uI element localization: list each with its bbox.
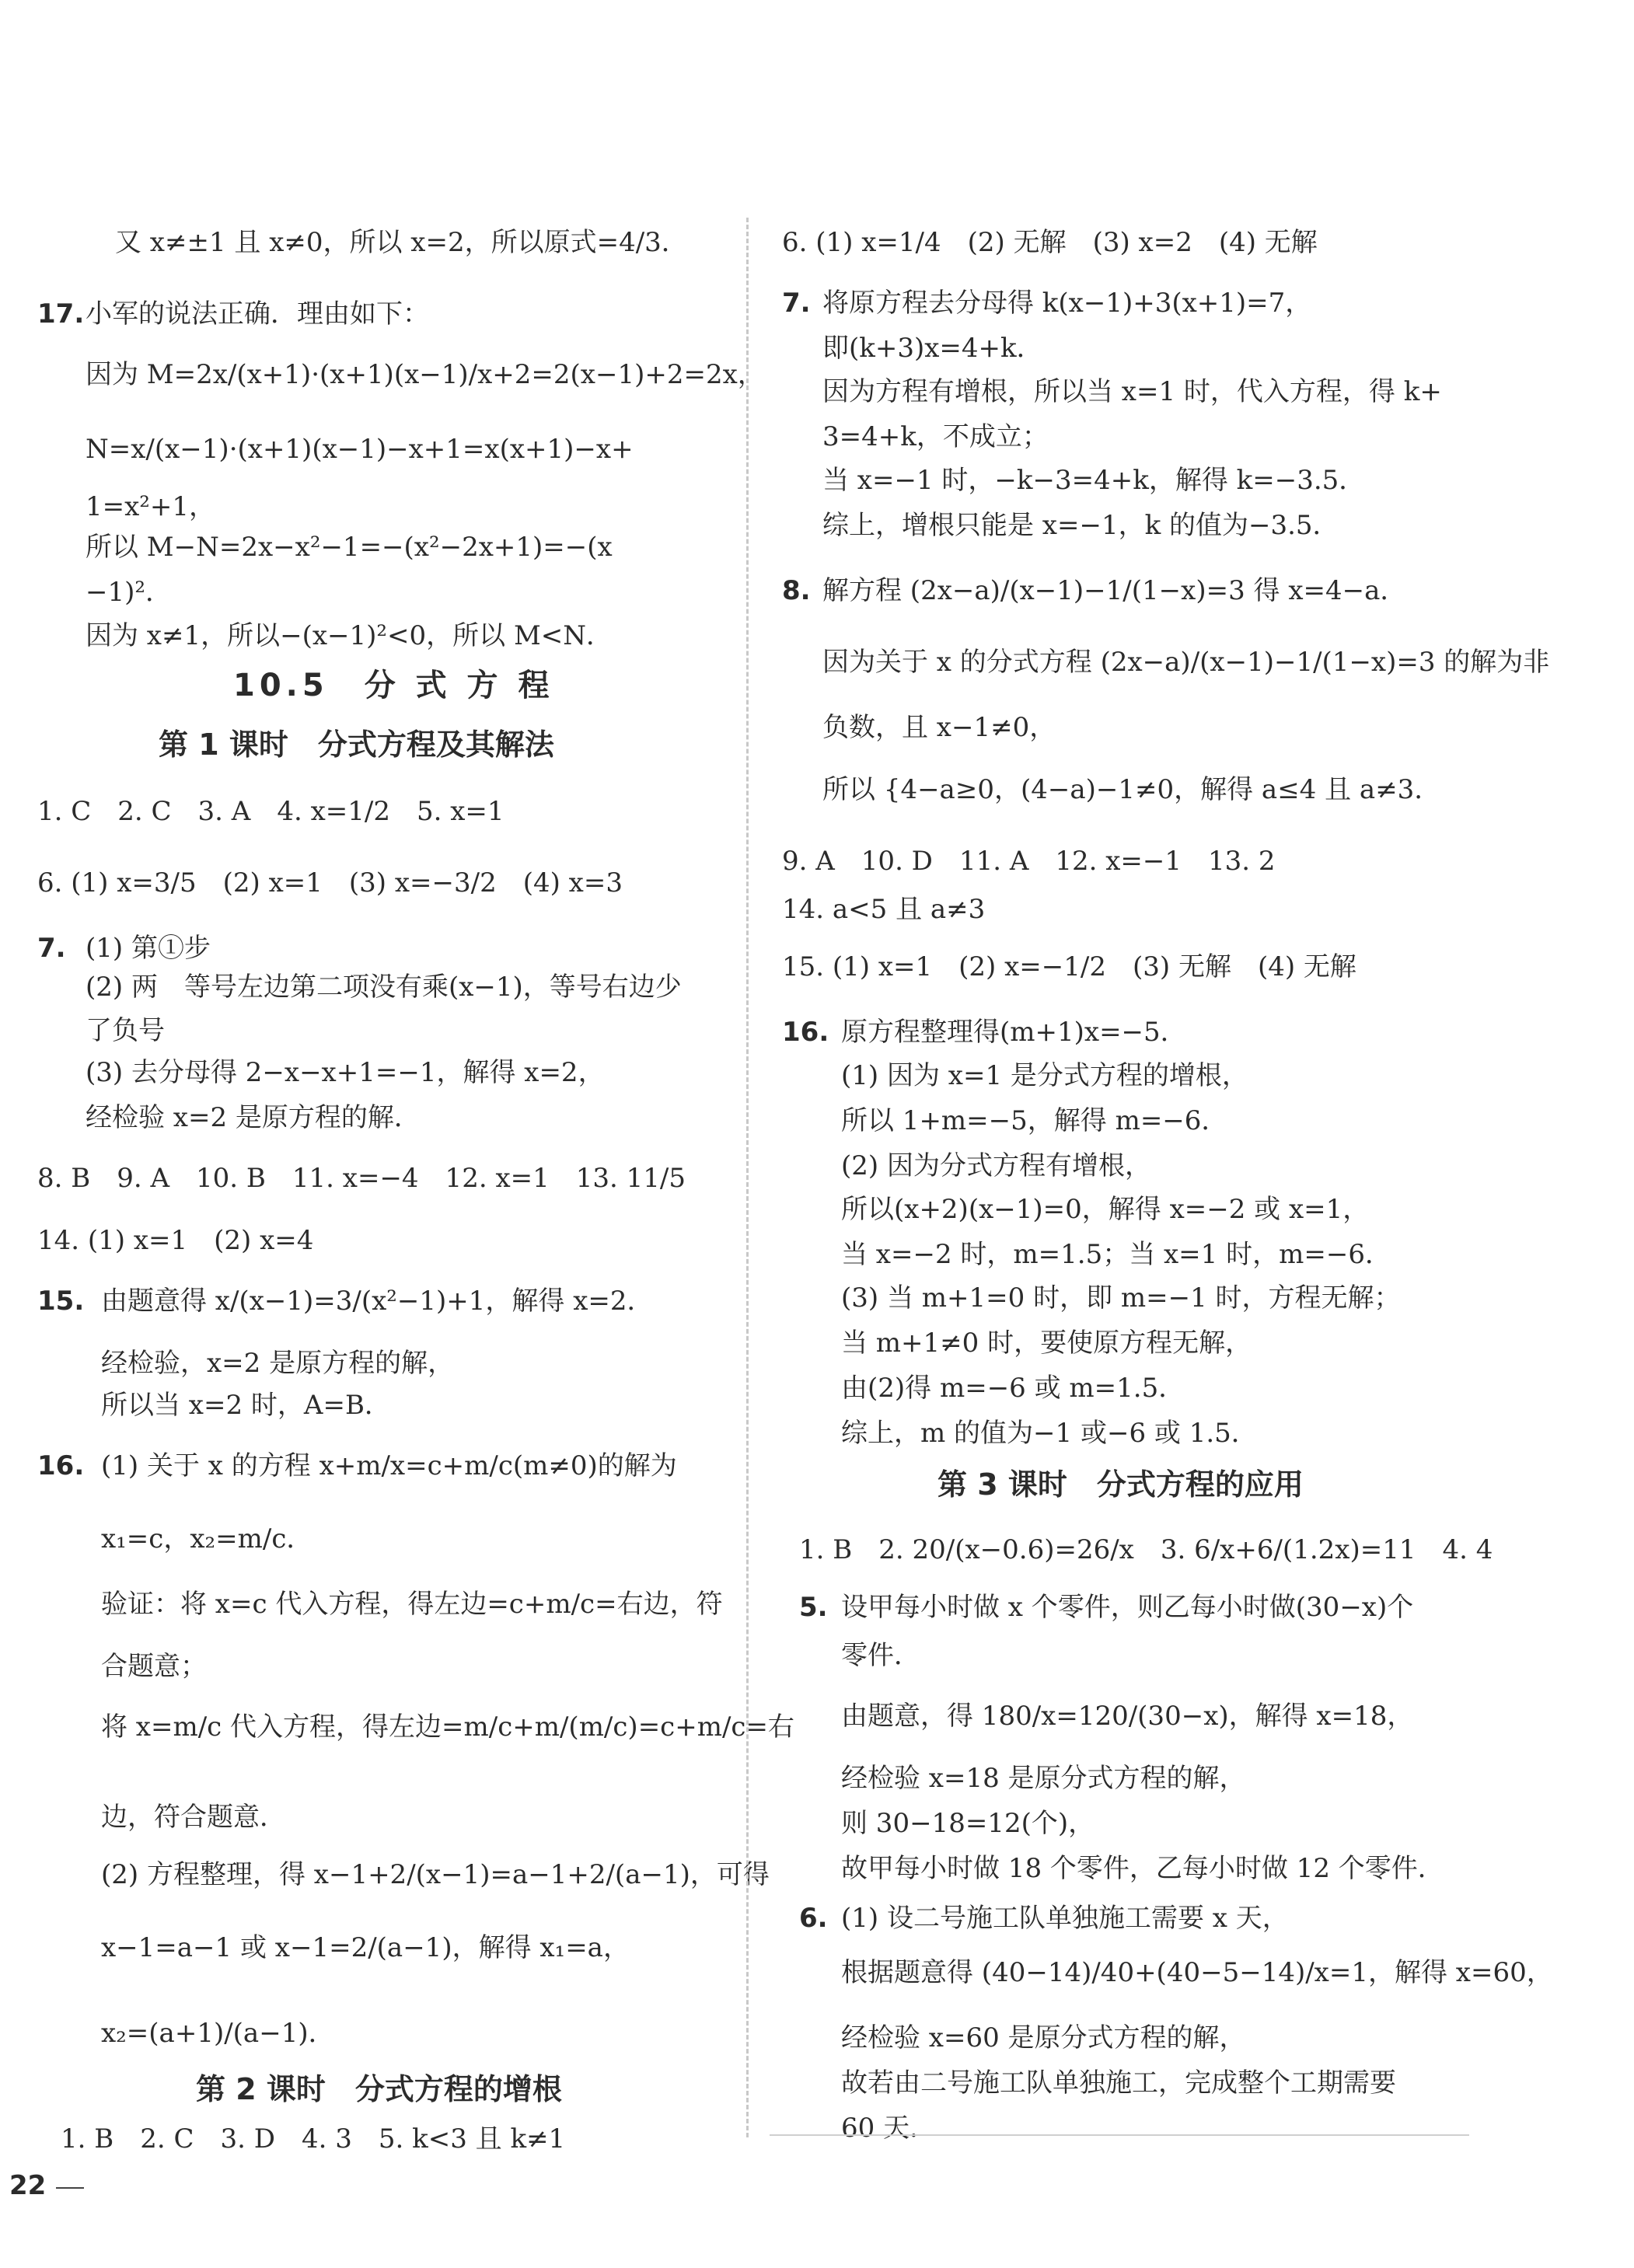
answer-line: (1) 关于 x 的方程 x+m/x=c+m/c(m≠0)的解为 xyxy=(101,1450,677,1481)
answer-line: 经检验 x=2 是原方程的解． xyxy=(86,1102,421,1133)
answer-line: 小军的说法正确．理由如下： xyxy=(86,298,429,330)
answer-line: −1)²． xyxy=(86,577,173,608)
answer-line: 3=4+k，不成立； xyxy=(822,421,1049,452)
answer-line: 综上，m 的值为−1 或−6 或 1.5． xyxy=(841,1418,1258,1449)
question-number: 15. xyxy=(37,1286,85,1317)
answer-line: 1. B 2. C 3. D 4. 3 5. k<3 且 k≠1 xyxy=(61,2123,566,2155)
answer-line: 经检验，x=2 是原方程的解， xyxy=(101,1348,455,1379)
answer-line: (2) 方程整理，得 x−1+2/(x−1)=a−1+2/(a−1)，可得 xyxy=(101,1859,770,1890)
answer-line: 验证：将 x=c 代入方程，得左边=c+m/c=右边，符 xyxy=(101,1589,723,1620)
lesson-heading: 第 1 课时 分式方程及其解法 xyxy=(159,728,554,762)
answer-line: (2) 因为分式方程有增根， xyxy=(841,1150,1151,1181)
question-number: 7. xyxy=(37,933,66,964)
page-number-dash xyxy=(56,2187,84,2189)
column-divider xyxy=(746,218,749,2137)
answer-line: 8. B 9. A 10. B 11. x=−4 12. x=1 13. 11/5 xyxy=(37,1163,686,1194)
answer-line: 则 30−18=12(个)， xyxy=(841,1808,1095,1839)
answer-line: 边，符合题意． xyxy=(101,1802,286,1833)
answer-line: (2) 两 等号左边第二项没有乘(x−1)，等号右边少 xyxy=(86,972,682,1003)
answer-line: 原方程整理得(m+1)x=−5． xyxy=(841,1017,1187,1048)
answer-line: 解方程 (2x−a)/(x−1)−1/(1−x)=3 得 x=4−a． xyxy=(822,575,1407,606)
answer-line: 所以 M−N=2x−x²−1=−(x²−2x+1)=−(x xyxy=(86,532,613,563)
answer-line: x₂=(a+1)/(a−1)． xyxy=(101,2018,335,2049)
answer-line: 6. (1) x=3/5 (2) x=1 (3) x=−3/2 (4) x=3 xyxy=(37,867,623,898)
answer-line: 因为 M=2x/(x+1)·(x+1)(x−1)/x+2=2(x−1)+2=2x， xyxy=(86,359,764,390)
answer-line: 合题意； xyxy=(101,1651,207,1682)
answer-line: 零件． xyxy=(841,1640,920,1671)
question-number: 5. xyxy=(799,1592,828,1623)
answer-line: 因为关于 x 的分式方程 (2x−a)/(x−1)−1/(1−x)=3 的解为非 xyxy=(822,647,1550,678)
answer-line: 根据题意得 (40−14)/40+(40−5−14)/x=1，解得 x=60， xyxy=(841,1957,1553,1988)
answer-line: 当 x=−2 时，m=1.5；当 x=1 时，m=−6． xyxy=(841,1239,1391,1270)
answer-line: 9. A 10. D 11. A 12. x=−1 13. 2 xyxy=(782,846,1276,877)
footer-rule xyxy=(770,2134,1469,2136)
section-heading: 10.5 分 式 方 程 xyxy=(233,668,554,703)
answer-line: 1. C 2. C 3. A 4. x=1/2 5. x=1 xyxy=(37,796,505,827)
answer-line: 当 m+1≠0 时，要使原方程无解， xyxy=(841,1328,1252,1359)
answer-line: 1. B 2. 20/(x−0.6)=26/x 3. 6/x+6/(1.2x)=11 4. 4 xyxy=(799,1534,1493,1565)
page-number: 22 xyxy=(9,2170,47,2201)
answer-line: 故甲每小时做 18 个零件，乙每小时做 12 个零件． xyxy=(841,1853,1444,1884)
answer-line: x−1=a−1 或 x−1=2/(a−1)，解得 x₁=a， xyxy=(101,1932,630,1963)
answer-line: 综上，增根只能是 x=−1，k 的值为−3.5． xyxy=(822,510,1339,541)
answer-line: 负数，且 x−1≠0， xyxy=(822,712,1056,743)
answer-line: 1=x²+1， xyxy=(86,491,216,522)
answer-line: 因为方程有增根，所以当 x=1 时，代入方程，得 k+ xyxy=(822,376,1442,407)
answer-line: 又 x≠±1 且 x≠0，所以 x=2，所以原式=4/3． xyxy=(115,227,688,258)
answer-line: 6. (1) x=1/4 (2) 无解 (3) x=2 (4) 无解 xyxy=(782,227,1318,258)
answer-line: (3) 去分母得 2−x−x+1=−1，解得 x=2， xyxy=(86,1057,605,1088)
answer-line: 将原方程去分母得 k(x−1)+3(x+1)=7， xyxy=(822,288,1312,319)
answer-line: 由题意得 x/(x−1)=3/(x²−1)+1，解得 x=2． xyxy=(101,1286,654,1317)
answer-line: 所以(x+2)(x−1)=0，解得 x=−2 或 x=1， xyxy=(841,1194,1370,1225)
question-number: 17. xyxy=(37,298,85,330)
answer-line: N=x/(x−1)·(x+1)(x−1)−x+1=x(x+1)−x+ xyxy=(86,434,634,465)
answer-line: 由(2)得 m=−6 或 m=1.5． xyxy=(841,1373,1185,1404)
lesson-heading: 第 2 课时 分式方程的增根 xyxy=(196,2072,562,2106)
answer-line: 60 天． xyxy=(841,2113,937,2144)
lesson-heading: 第 3 课时 分式方程的应用 xyxy=(937,1467,1304,1502)
answer-line: 所以 1+m=−5，解得 m=−6． xyxy=(841,1105,1228,1136)
answer-line: x₁=c，x₂=m/c． xyxy=(101,1523,313,1554)
answer-line: (1) 设二号施工队单独施工需要 x 天， xyxy=(841,1903,1289,1934)
question-number: 16. xyxy=(37,1450,85,1481)
question-number: 6. xyxy=(799,1903,828,1934)
answer-line: 经检验 x=18 是原分式方程的解， xyxy=(841,1763,1246,1794)
answer-line: 了负号 xyxy=(86,1015,165,1046)
question-number: 16. xyxy=(782,1017,829,1048)
answer-line: (3) 当 m+1=0 时，即 m=−1 时，方程无解； xyxy=(841,1282,1401,1314)
answer-line: 因为 x≠1，所以−(x−1)²<0，所以 M<N． xyxy=(86,620,613,651)
answer-line: 将 x=m/c 代入方程，得左边=m/c+m/(m/c)=c+m/c=右 xyxy=(101,1711,794,1743)
answer-line: (1) 因为 x=1 是分式方程的增根， xyxy=(841,1060,1248,1091)
answer-line: 所以 {4−a≥0，(4−a)−1≠0，解得 a≤4 且 a≠3． xyxy=(822,774,1441,805)
answer-line: 故若由二号施工队单独施工，完成整个工期需要 xyxy=(841,2067,1396,2099)
answer-line: (1) 第①步 xyxy=(86,933,211,964)
answer-line: 由题意，得 180/x=120/(30−x)，解得 x=18， xyxy=(841,1701,1414,1732)
answer-line: 15. (1) x=1 (2) x=−1/2 (3) 无解 (4) 无解 xyxy=(782,951,1356,982)
question-number: 7. xyxy=(782,288,811,319)
answer-line: 14. (1) x=1 (2) x=4 xyxy=(37,1225,314,1256)
answer-line: 所以当 x=2 时，A=B． xyxy=(101,1390,391,1421)
answer-line: 14. a<5 且 a≠3 xyxy=(782,894,986,925)
answer-line: 当 x=−1 时，−k−3=4+k，解得 k=−3.5． xyxy=(822,465,1366,496)
question-number: 8. xyxy=(782,575,811,606)
answer-line: 即(k+3)x=4+k． xyxy=(822,333,1043,364)
answer-line: 经检验 x=60 是原分式方程的解， xyxy=(841,2022,1246,2053)
answer-line: 设甲每小时做 x 个零件，则乙每小时做(30−x)个 xyxy=(841,1592,1414,1623)
